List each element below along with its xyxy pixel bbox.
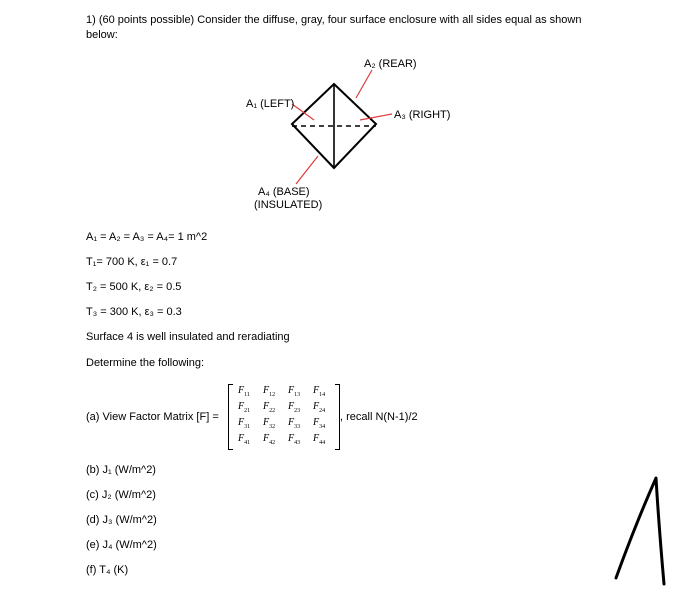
label-base: A₄ (BASE) (258, 186, 310, 198)
matrix-cell: $F_{13}$ (288, 385, 301, 398)
matrix-cell: $F_{23}$ (288, 401, 301, 414)
matrix-cell: $F_{31}$ (238, 417, 251, 430)
part-e: (e) J₄ (W/m^2) (86, 539, 157, 551)
matrix-cell: $F_{44}$ (313, 433, 326, 446)
matrix-suffix: , recall N(N-1)/2 (340, 411, 418, 423)
problem-intro-line1: 1) (60 points possible) Consider the diffuse, gray, four surface enclosure with all sides equal as shown (86, 14, 582, 26)
matrix-cell: $F_{24}$ (313, 401, 326, 414)
problem-intro-line2: below: (86, 29, 118, 41)
matrix-cell: $F_{32}$ (263, 417, 276, 430)
given-t2: T₂ = 500 K, ε₂ = 0.5 (86, 281, 182, 293)
matrix-cell: $F_{42}$ (263, 433, 276, 446)
matrix-cell: $F_{21}$ (238, 401, 251, 414)
matrix-cell: $F_{11}$ (238, 385, 250, 398)
matrix-cell: $F_{33}$ (288, 417, 301, 430)
label-left: A₁ (LEFT) (246, 98, 295, 110)
part-c: (c) J₂ (W/m^2) (86, 489, 156, 501)
given-t1: T₁= 700 K, ε₁ = 0.7 (86, 256, 178, 268)
matrix-cell: $F_{34}$ (313, 417, 326, 430)
matrix-cell: $F_{14}$ (313, 385, 326, 398)
matrix-cell: $F_{12}$ (263, 385, 276, 398)
matrix-cell: $F_{43}$ (288, 433, 301, 446)
given-t3: T₃ = 300 K, ε₃ = 0.3 (86, 306, 182, 318)
label-rear: A₂ (REAR) (364, 58, 417, 70)
label-right: A₃ (RIGHT) (394, 109, 451, 121)
part-f: (f) T₄ (K) (86, 564, 129, 576)
given-surface4: Surface 4 is well insulated and reradiating (86, 331, 290, 343)
matrix-cell: $F_{41}$ (238, 433, 251, 446)
matrix-prefix: (a) View Factor Matrix [F] = (86, 411, 219, 423)
given-areas: A₁ = A₂ = A₃ = A₄= 1 m^2 (86, 231, 208, 243)
part-d: (d) J₃ (W/m^2) (86, 514, 157, 526)
label-insulated: (INSULATED) (254, 199, 323, 211)
determine-heading: Determine the following: (86, 357, 205, 369)
part-b: (b) J₁ (W/m^2) (86, 464, 156, 476)
matrix-cell: $F_{22}$ (263, 401, 276, 414)
